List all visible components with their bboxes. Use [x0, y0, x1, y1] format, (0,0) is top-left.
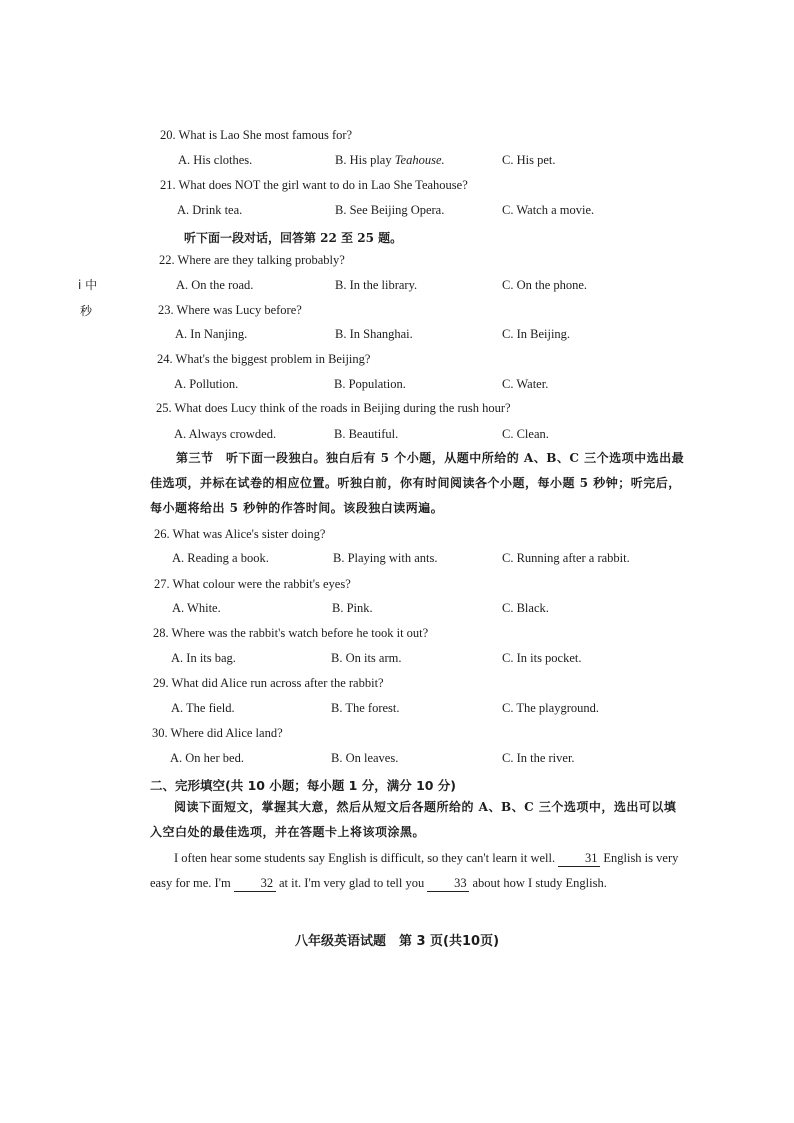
option-c: C. On the phone.: [502, 278, 588, 292]
option-c: C. Black.: [502, 601, 549, 615]
option-c: C. Clean.: [502, 427, 549, 441]
option-b: B. In the library.: [335, 278, 418, 292]
option-a: A. Reading a book.: [172, 551, 269, 565]
option-a: A. Always crowded.: [174, 427, 277, 441]
question-options: [0, 153, 794, 171]
option-b: B. Playing with ants.: [333, 551, 438, 565]
part-2-heading: 二、完形填空(共 10 小题；每小题 1 分，满分 10 分): [150, 778, 457, 793]
option-b: B. Beautiful.: [334, 427, 399, 441]
margin-mark: 秒: [80, 304, 93, 318]
question-stem: 29. What did Alice run across after the rabbit?: [153, 676, 384, 690]
question-options: [0, 427, 794, 445]
question-stem: 28. Where was the rabbit's watch before he took it out?: [153, 626, 429, 640]
option-c: C. The playground.: [502, 701, 599, 715]
question-stem: 22. Where are they talking probably?: [159, 253, 345, 267]
page-footer: 八年级英语试题 第 3 页(共10页): [294, 934, 500, 949]
question-stem: 25. What does Lucy think of the roads in Beijing during the rush hour?: [156, 401, 511, 415]
option-a: A. Drink tea.: [177, 203, 243, 217]
option-a: A. His clothes.: [178, 153, 253, 167]
blank-32: 32: [234, 875, 276, 892]
option-b: B. His play Teahouse.: [335, 153, 445, 167]
option-c: C. Watch a movie.: [502, 203, 595, 217]
option-c: C. Running after a rabbit.: [502, 551, 630, 565]
blank-31: 31: [558, 850, 600, 867]
part-2-instruction: 阅读下面短文，掌握其大意，然后从短文后各题所给的 A、B、C 三个选项中，选出可以填入空白处的最佳选项，并在答题卡上将该项涂黑。: [150, 800, 677, 839]
option-b: B. Pink.: [332, 601, 373, 615]
option-c: C. In the river.: [502, 751, 575, 765]
option-b: B. On its arm.: [331, 651, 402, 665]
option-c: C. His pet.: [502, 153, 556, 167]
option-c: C. Water.: [502, 377, 549, 391]
option-c: C. In Beijing.: [502, 327, 571, 341]
option-b: B. Population.: [334, 377, 406, 391]
option-a: A. In its bag.: [171, 651, 236, 665]
option-b: B. On leaves.: [331, 751, 399, 765]
question-options: [0, 701, 794, 719]
question-options: [0, 203, 794, 221]
margin-mark: i 中: [78, 278, 98, 292]
option-b: B. In Shanghai.: [335, 327, 413, 341]
question-stem: 27. What colour were the rabbit's eyes?: [154, 577, 351, 591]
question-stem: 26. What was Alice's sister doing?: [154, 527, 326, 541]
section-3-instruction: 第三节 听下面一段独白。独白后有 5 个小题，从题中所给的 A、B、C 三个选项中选出最佳选项，并标在试卷的相应位置。听独白前，你有时间阅读各个小题，每小题 5 秒钟；听完后，每小题将给出 5 秒钟的作答时间。该段独白读两遍。: [150, 451, 685, 515]
cloze-passage: I often hear some students say English is difficult, so they can't learn it well. 31 English is very easy for me. I'm 32 at it. I'm very glad to tell you 33 about how I study English.: [150, 851, 679, 890]
question-options: [0, 327, 794, 345]
option-a: A. White.: [172, 601, 221, 615]
question-stem: 30. Where did Alice land?: [152, 726, 283, 740]
question-stem: 20. What is Lao She most famous for?: [160, 128, 353, 142]
question-stem: 21. What does NOT the girl want to do in Lao She Teahouse?: [160, 178, 468, 192]
question-options: [0, 551, 794, 569]
option-a: A. On the road.: [176, 278, 254, 292]
question-options: [0, 601, 794, 619]
question-stem: 23. Where was Lucy before?: [158, 303, 302, 317]
question-options: [0, 651, 794, 669]
option-c: C. In its pocket.: [502, 651, 582, 665]
option-b: B. See Beijing Opera.: [335, 203, 445, 217]
blank-33: 33: [427, 875, 469, 892]
option-a: A. In Nanjing.: [175, 327, 248, 341]
question-options: [0, 278, 794, 296]
section-instruction: 听下面一段对话，回答第 22 至 25 题。: [184, 231, 403, 245]
option-a: A. The field.: [171, 701, 235, 715]
option-a: A. Pollution.: [174, 377, 239, 391]
question-options: [0, 751, 794, 769]
option-a: A. On her bed.: [170, 751, 244, 765]
option-b: B. The forest.: [331, 701, 400, 715]
question-options: [0, 377, 794, 395]
question-stem: 24. What's the biggest problem in Beijing?: [157, 352, 371, 366]
